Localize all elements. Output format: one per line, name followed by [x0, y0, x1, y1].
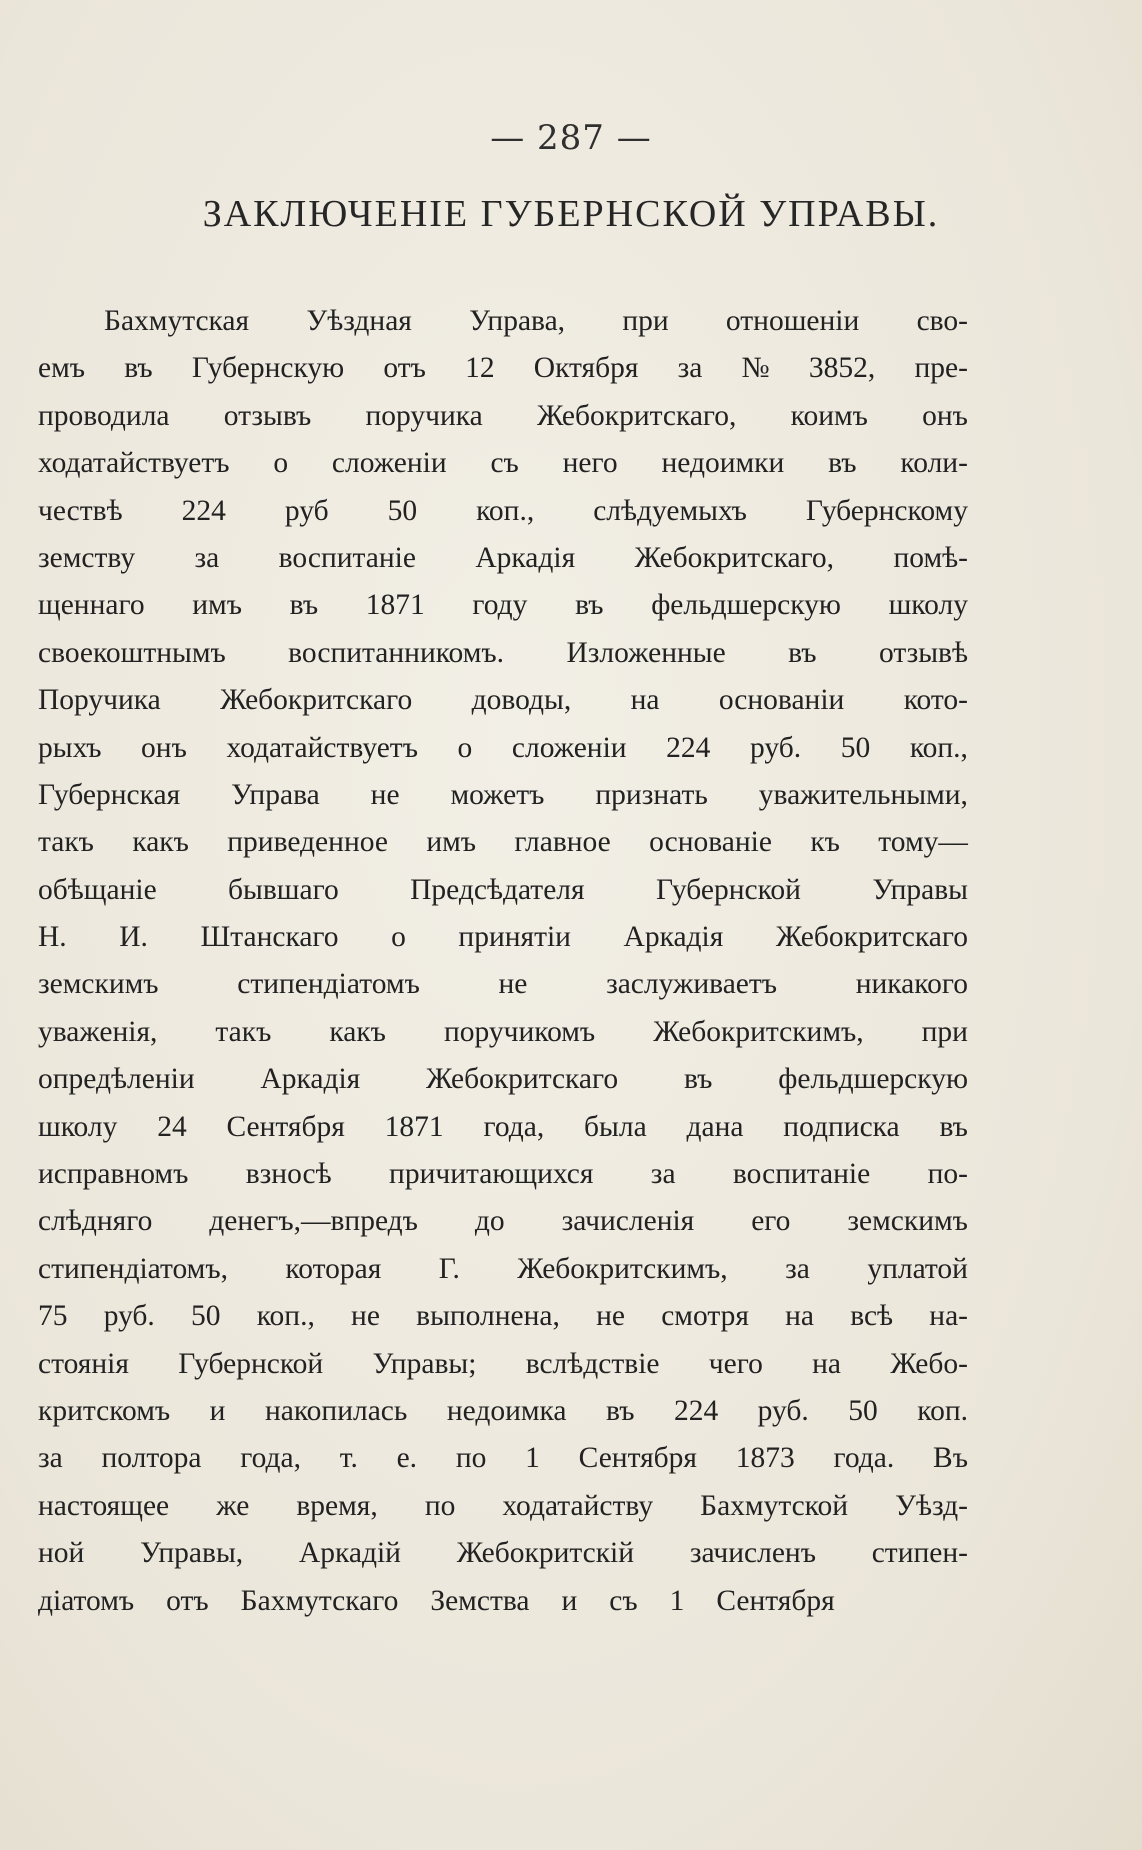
text-line: слѣдняго денегъ,—впредъ до зачисленiя его земскимъ	[38, 1205, 968, 1238]
text-line: настоящее же время, по ходатайству Бахмутской Уѣзд-	[38, 1489, 968, 1522]
text-line: Губернская Управа не можетъ признать уважительными,	[38, 778, 968, 811]
text-line: за полтора года, т. е. по 1 Сентября 1873 года. Въ	[38, 1442, 968, 1475]
text-line: земскимъ стипендiатомъ не заслуживаетъ никакого	[38, 968, 968, 1001]
text-line: обѣщанiе бывшаго Предсѣдателя Губернской Управы	[38, 873, 968, 906]
page-number: — 287 —	[490, 118, 652, 158]
text-line: емъ въ Губернскую отъ 12 Октября за № 3852, пре-	[38, 352, 968, 385]
text-line: Бахмутская Уѣздная Управа, при отношенiи сво-	[104, 305, 968, 337]
text-line: уваженiя, такъ какъ поручикомъ Жебокритскимъ, при	[38, 1015, 968, 1048]
text-line: Н. И. Штанскаго о принятiи Аркадiя Жебокритскаго	[38, 921, 968, 954]
text-line: дiатомъ отъ Бахмутскаго Земства и съ 1 Сентября	[38, 1584, 835, 1617]
text-line: стоянiя Губернской Управы; вслѣдствiе чего на Жебо-	[38, 1347, 968, 1380]
text-line: рыхъ онъ ходатайствуетъ о сложенiи 224 руб. 50 коп.,	[38, 731, 968, 764]
text-line: исправномъ взносѣ причитающихся за воспитанiе по-	[38, 1158, 968, 1191]
text-line: 75 руб. 50 коп., не выполнена, не смотря на всѣ на-	[38, 1300, 968, 1333]
section-heading: ЗАКЛЮЧЕНIЕ ГУБЕРНСКОЙ УПРАВЫ.	[202, 193, 940, 235]
text-line: щеннаго имъ въ 1871 году въ фельдшерскую школу	[38, 589, 968, 622]
text-line: своекоштнымъ воспитанникомъ. Изложенные въ отзывѣ	[38, 636, 968, 669]
text-line: стипендiатомъ, которая Г. Жебокритскимъ, за уплатой	[38, 1252, 968, 1285]
text-line: школу 24 Сентября 1871 года, была дана подписка въ	[38, 1110, 968, 1143]
text-line: ходатайствуетъ о сложенiи съ него недоимки въ коли-	[38, 447, 968, 480]
text-line: земству за воспитанiе Аркадiя Жебокритскаго, помѣ-	[38, 541, 968, 574]
text-line: Поручика Жебокритскаго доводы, на основанiи кото-	[38, 684, 968, 717]
text-line: проводила отзывъ поручика Жебокритскаго, коимъ онъ	[38, 399, 968, 432]
body-text	[38, 298, 968, 1625]
text-line: такъ какъ приведенное имъ главное основанiе къ тому—	[38, 826, 968, 859]
text-line: опредѣленiи Аркадiя Жебокритскаго въ фельдшерскую	[38, 1063, 968, 1096]
text-line: чествѣ 224 руб 50 коп., слѣдуемыхъ Губернскому	[38, 494, 968, 527]
text-line: критскомъ и накопилась недоимка въ 224 руб. 50 коп.	[38, 1394, 968, 1427]
text-line: ной Управы, Аркадiй Жебокритскiй зачисленъ стипен-	[38, 1537, 968, 1570]
